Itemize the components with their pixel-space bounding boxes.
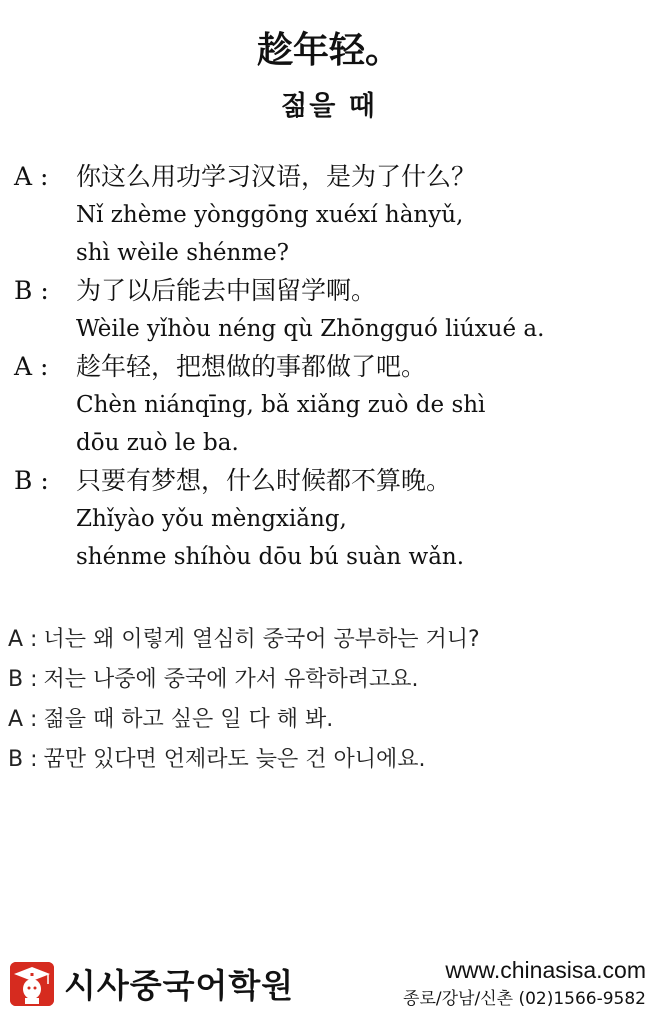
korean-line [8,700,648,740]
korean-text: 너는 왜 이렇게 열심히 중국어 공부하는 거니? [43,627,480,652]
speaker-label: B : [8,667,38,692]
korean-line [8,660,648,700]
speaker-label: A : [8,627,38,652]
pinyin-line: shì wèile shénme? [76,240,290,266]
chinese-sentence: 只要有梦想，什么时候都不算晚。 [76,466,452,495]
korean-line [8,740,648,780]
dialogue-turn-3 [14,348,654,462]
korean-text: 꿈만 있다면 언제라도 늦은 건 아니에요. [43,747,426,772]
dialogue-turn-2 [14,272,654,348]
pinyin-line: Nǐ zhème yònggōng xuéxí hànyǔ, [76,202,464,228]
chinese-sentence: 趁年轻，把想做的事都做了吧。 [76,352,427,381]
speaker-label: A : [14,352,49,381]
phone-number: 종로/강남/신촌 (02)1566-9582 [403,989,646,1009]
page-subtitle: 젊을 때 [281,91,377,122]
speaker-label: B : [8,747,38,772]
korean-translation [8,620,648,780]
pinyin-line: dōu zuò le ba. [76,430,239,456]
chinese-sentence: 为了以后能去中国留学啊。 [76,276,377,305]
speaker-label: A : [8,707,38,732]
korean-line [8,620,648,660]
chinese-sentence: 你这么用功学习汉语，是为了什么？ [76,162,477,191]
page-title: 趁年轻。 [256,30,401,71]
website-link[interactable]: www.chinasisa.com [445,957,646,983]
brand-name: 시사중국어학원 [64,966,295,1005]
contact-info [403,955,646,1013]
brand-logo [10,960,294,1007]
scholar-logo-icon [10,962,54,1006]
speaker-label: A : [14,162,49,191]
pinyin-line: Chèn niánqīng, bǎ xiǎng zuò de shì [76,392,486,418]
pinyin-line: Zhǐyào yǒu mèngxiǎng, [76,506,347,532]
korean-text: 젊을 때 하고 싶은 일 다 해 봐. [43,707,334,732]
pinyin-line: shénme shíhòu dōu bú suàn wǎn. [76,544,465,570]
chinese-dialogue [14,158,654,576]
dialogue-turn-4 [14,462,654,576]
pinyin-line: Wèile yǐhòu néng qù Zhōngguó liúxué a. [76,316,545,342]
speaker-label: B : [14,466,49,495]
speaker-label: B : [14,276,49,305]
korean-text: 저는 나중에 중국에 가서 유학하려고요. [43,667,419,692]
dialogue-turn-1 [14,158,654,272]
